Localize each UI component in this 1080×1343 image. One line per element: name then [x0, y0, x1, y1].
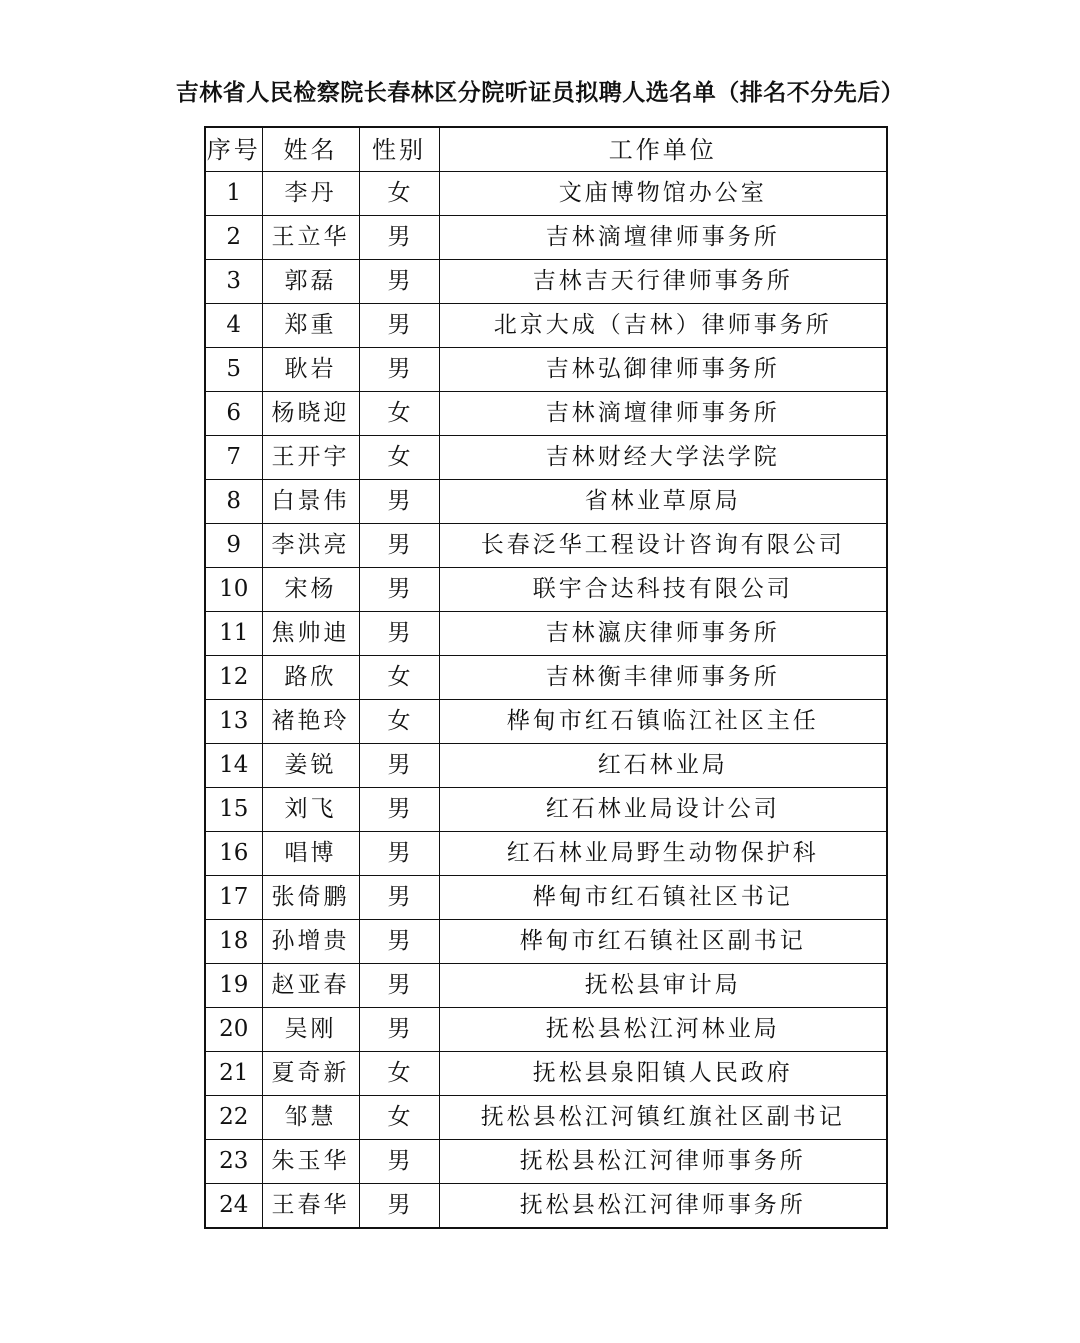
table-row [205, 304, 887, 348]
cell-name: 朱玉华 [262, 1140, 359, 1184]
cell-name: 李洪亮 [262, 524, 359, 568]
cell-gender: 男 [359, 568, 439, 612]
cell-gender: 男 [359, 744, 439, 788]
table-row [205, 1096, 887, 1140]
cell-serial-number: 24 [205, 1184, 262, 1229]
cell-serial-number: 18 [205, 920, 262, 964]
cell-name: 耿岩 [262, 348, 359, 392]
cell-work-unit: 吉林弘御律师事务所 [439, 348, 887, 392]
cell-serial-number: 12 [205, 656, 262, 700]
cell-work-unit: 抚松县松江河镇红旗社区副书记 [439, 1096, 887, 1140]
table-row [205, 876, 887, 920]
cell-gender: 女 [359, 392, 439, 436]
cell-serial-number: 19 [205, 964, 262, 1008]
cell-serial-number: 11 [205, 612, 262, 656]
cell-gender: 男 [359, 304, 439, 348]
cell-name: 焦帅迪 [262, 612, 359, 656]
header-name: 姓名 [262, 127, 359, 172]
table-row [205, 700, 887, 744]
cell-work-unit: 联宇合达科技有限公司 [439, 568, 887, 612]
table-row [205, 920, 887, 964]
cell-work-unit: 文庙博物馆办公室 [439, 172, 887, 216]
cell-name: 郑重 [262, 304, 359, 348]
cell-name: 白景伟 [262, 480, 359, 524]
cell-serial-number: 22 [205, 1096, 262, 1140]
header-work-unit: 工作单位 [439, 127, 887, 172]
cell-serial-number: 5 [205, 348, 262, 392]
cell-work-unit: 吉林财经大学法学院 [439, 436, 887, 480]
cell-gender: 男 [359, 1008, 439, 1052]
cell-serial-number: 14 [205, 744, 262, 788]
cell-serial-number: 3 [205, 260, 262, 304]
cell-name: 孙增贵 [262, 920, 359, 964]
cell-gender: 男 [359, 348, 439, 392]
cell-work-unit: 抚松县泉阳镇人民政府 [439, 1052, 887, 1096]
cell-name: 王春华 [262, 1184, 359, 1229]
cell-name: 吴刚 [262, 1008, 359, 1052]
cell-gender: 女 [359, 656, 439, 700]
table-header [205, 127, 887, 172]
cell-name: 夏奇新 [262, 1052, 359, 1096]
cell-name: 张倚鹏 [262, 876, 359, 920]
candidate-table [204, 126, 888, 1229]
cell-serial-number: 13 [205, 700, 262, 744]
cell-serial-number: 10 [205, 568, 262, 612]
table-row [205, 1008, 887, 1052]
cell-work-unit: 桦甸市红石镇社区副书记 [439, 920, 887, 964]
cell-name: 杨晓迎 [262, 392, 359, 436]
table-row [205, 568, 887, 612]
cell-work-unit: 红石林业局设计公司 [439, 788, 887, 832]
cell-gender: 女 [359, 1052, 439, 1096]
table-row [205, 1184, 887, 1229]
cell-gender: 男 [359, 876, 439, 920]
cell-work-unit: 北京大成（吉林）律师事务所 [439, 304, 887, 348]
cell-name: 唱博 [262, 832, 359, 876]
cell-work-unit: 红石林业局 [439, 744, 887, 788]
cell-serial-number: 4 [205, 304, 262, 348]
cell-gender: 男 [359, 216, 439, 260]
cell-name: 王立华 [262, 216, 359, 260]
table-row [205, 260, 887, 304]
cell-name: 宋杨 [262, 568, 359, 612]
cell-gender: 男 [359, 832, 439, 876]
cell-gender: 男 [359, 920, 439, 964]
cell-name: 姜锐 [262, 744, 359, 788]
cell-work-unit: 抚松县松江河律师事务所 [439, 1184, 887, 1229]
cell-serial-number: 17 [205, 876, 262, 920]
cell-serial-number: 7 [205, 436, 262, 480]
table-row [205, 1140, 887, 1184]
header-gender: 性别 [359, 127, 439, 172]
cell-gender: 女 [359, 1096, 439, 1140]
table-body [205, 172, 887, 1229]
cell-gender: 女 [359, 700, 439, 744]
cell-gender: 女 [359, 172, 439, 216]
cell-gender: 男 [359, 260, 439, 304]
cell-serial-number: 8 [205, 480, 262, 524]
table-row [205, 480, 887, 524]
table-row [205, 1052, 887, 1096]
table-row [205, 348, 887, 392]
cell-name: 邹慧 [262, 1096, 359, 1140]
cell-work-unit: 红石林业局野生动物保护科 [439, 832, 887, 876]
cell-work-unit: 吉林瀛庆律师事务所 [439, 612, 887, 656]
cell-gender: 女 [359, 436, 439, 480]
cell-serial-number: 9 [205, 524, 262, 568]
table-row [205, 612, 887, 656]
cell-work-unit: 吉林衡丰律师事务所 [439, 656, 887, 700]
table-row [205, 524, 887, 568]
cell-work-unit: 吉林滴壇律师事务所 [439, 216, 887, 260]
table-row [205, 744, 887, 788]
cell-work-unit: 吉林吉天行律师事务所 [439, 260, 887, 304]
cell-work-unit: 桦甸市红石镇社区书记 [439, 876, 887, 920]
cell-name: 路欣 [262, 656, 359, 700]
cell-serial-number: 23 [205, 1140, 262, 1184]
cell-work-unit: 桦甸市红石镇临江社区主任 [439, 700, 887, 744]
cell-gender: 男 [359, 788, 439, 832]
cell-gender: 男 [359, 480, 439, 524]
cell-serial-number: 16 [205, 832, 262, 876]
cell-gender: 男 [359, 612, 439, 656]
cell-name: 褚艳玲 [262, 700, 359, 744]
cell-work-unit: 长春泛华工程设计咨询有限公司 [439, 524, 887, 568]
cell-gender: 男 [359, 524, 439, 568]
cell-gender: 男 [359, 1140, 439, 1184]
table-row [205, 656, 887, 700]
cell-name: 王开宇 [262, 436, 359, 480]
cell-serial-number: 20 [205, 1008, 262, 1052]
cell-work-unit: 抚松县松江河律师事务所 [439, 1140, 887, 1184]
table-row [205, 832, 887, 876]
cell-name: 李丹 [262, 172, 359, 216]
header-serial-number: 序号 [205, 127, 262, 172]
cell-serial-number: 1 [205, 172, 262, 216]
cell-serial-number: 6 [205, 392, 262, 436]
cell-name: 刘飞 [262, 788, 359, 832]
table-row [205, 172, 887, 216]
cell-name: 郭磊 [262, 260, 359, 304]
cell-serial-number: 21 [205, 1052, 262, 1096]
cell-gender: 男 [359, 964, 439, 1008]
cell-work-unit: 省林业草原局 [439, 480, 887, 524]
cell-work-unit: 抚松县松江河林业局 [439, 1008, 887, 1052]
cell-work-unit: 吉林滴壇律师事务所 [439, 392, 887, 436]
table-row [205, 788, 887, 832]
cell-serial-number: 15 [205, 788, 262, 832]
table-row [205, 216, 887, 260]
cell-name: 赵亚春 [262, 964, 359, 1008]
table-row [205, 436, 887, 480]
cell-gender: 男 [359, 1184, 439, 1229]
page-title: 吉林省人民检察院长春林区分院听证员拟聘人选名单（排名不分先后） [175, 80, 905, 106]
cell-serial-number: 2 [205, 216, 262, 260]
cell-work-unit: 抚松县审计局 [439, 964, 887, 1008]
header-row [205, 127, 887, 172]
table-row [205, 392, 887, 436]
table-row [205, 964, 887, 1008]
